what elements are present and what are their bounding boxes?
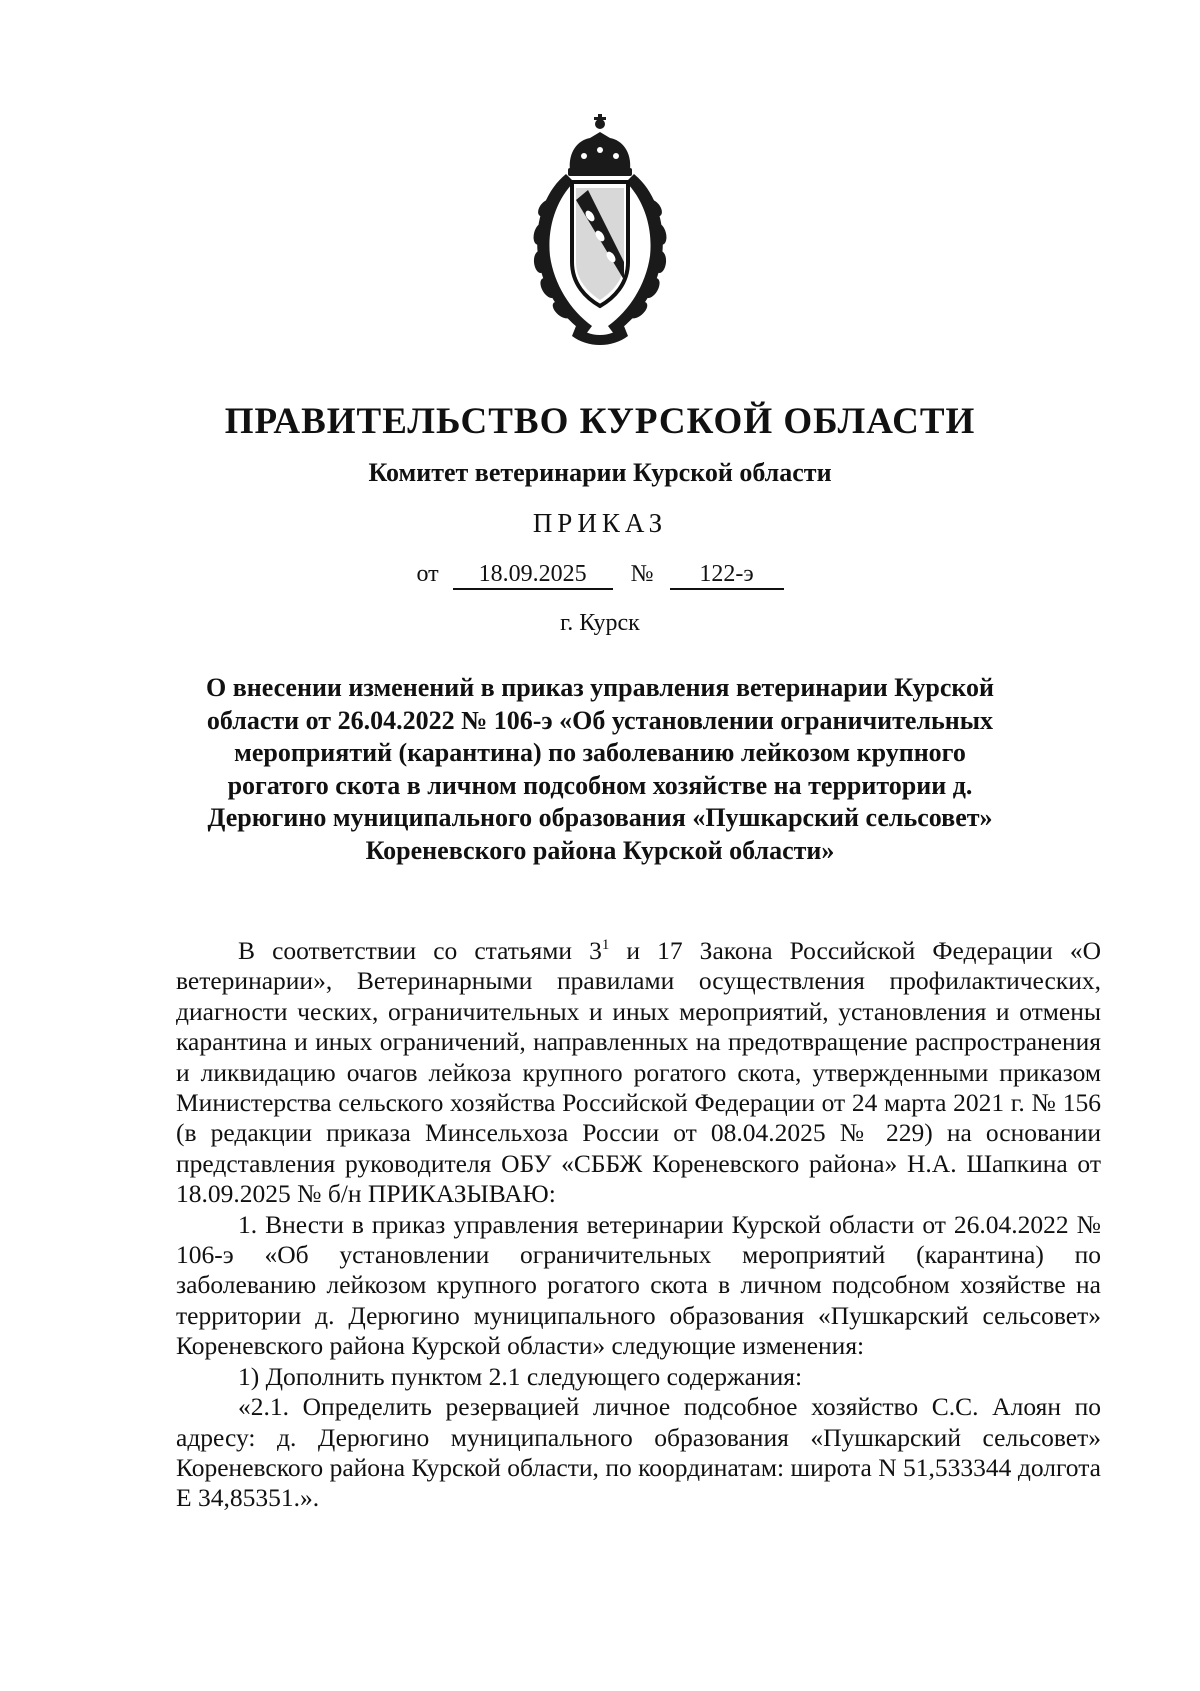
preamble-rest: и 17 Закона Российской Федерации «О ветеринарии», Ветеринарными правилами осуществления профилактических, диагности ческих, ограничительных и иных мероприятий, установления и отмены карантина и иных ограничений, направленных на предотвращение распространения и ликвидацию очагов лейкоза крупного рогатого скота, утвержденными приказом Министерства сельского хозяйства Российской Федерации от 24 марта 2021 г. № 156 (в редакции приказа Минсельхоза России от 08.04.2025 № 229) на основании представления руководителя ОБУ «СББЖ Кореневского района» Н.А. Шапкина от 18.09.2025 № б/н ПРИКАЗЫВАЮ:	[176, 936, 1101, 1209]
article-superscript: 1	[601, 937, 610, 953]
document-body	[176, 936, 1101, 1514]
title-line: области от 26.04.2022 № 106-э «Об установлении ограничительных	[206, 705, 994, 735]
title-line: рогатого скота в личном подсобном хозяйстве на территории д.	[227, 770, 973, 800]
number-sign: №	[630, 561, 654, 587]
date-number-line	[0, 560, 1200, 590]
document-type: ПРИКАЗ	[532, 508, 668, 538]
title-line: Дерюгино муниципального образования «Пушкарский сельсовет»	[207, 803, 993, 832]
order-date: 18.09.2025	[453, 560, 613, 590]
preamble-start: В соответствии со статьями 3	[238, 936, 602, 965]
order-title	[0, 672, 1200, 867]
committee-name: Комитет ветеринарии Курской области	[368, 458, 832, 487]
title-line: Кореневского района Курской области»	[365, 835, 835, 865]
title-line: О внесении изменений в приказ управления ветеринарии Курской	[205, 673, 995, 702]
preamble-paragraph	[176, 936, 1101, 1210]
city: г. Курск	[560, 610, 640, 636]
order-number: 122-э	[670, 560, 784, 590]
paragraph-item-1: 1. Внести в приказ управления ветеринарии Курской области от 26.04.2022 № 106-э «Об установлении ограничительных мероприятий (карантина) по заболеванию лейкозом крупного рогатого скота в личном подсобном хозяйстве на территории д. Дерюгино муниципального образования «Пушкарский сельсовет» Кореневского района Курской области» следующие изменения:	[176, 1209, 1101, 1361]
coat-of-arms-icon	[520, 112, 680, 350]
title-line: мероприятий (карантина) по заболеванию лейкозом крупного	[234, 738, 966, 767]
government-heading: ПРАВИТЕЛЬСТВО КУРСКОЙ ОБЛАСТИ	[224, 401, 976, 442]
paragraph-subitem-1: 1) Дополнить пунктом 2.1 следующего содержания:	[238, 1361, 803, 1391]
date-prefix: от	[416, 561, 439, 587]
paragraph-quote-2-1: «2.1. Определить резервацией личное подсобное хозяйство С.С. Алоян по адресу: д. Дерюгино муниципального образования «Пушкарский сельсовет» Кореневского района Курской области, по координатам: широта N 51,533344 долгота E 34,85351.».	[176, 1392, 1101, 1513]
